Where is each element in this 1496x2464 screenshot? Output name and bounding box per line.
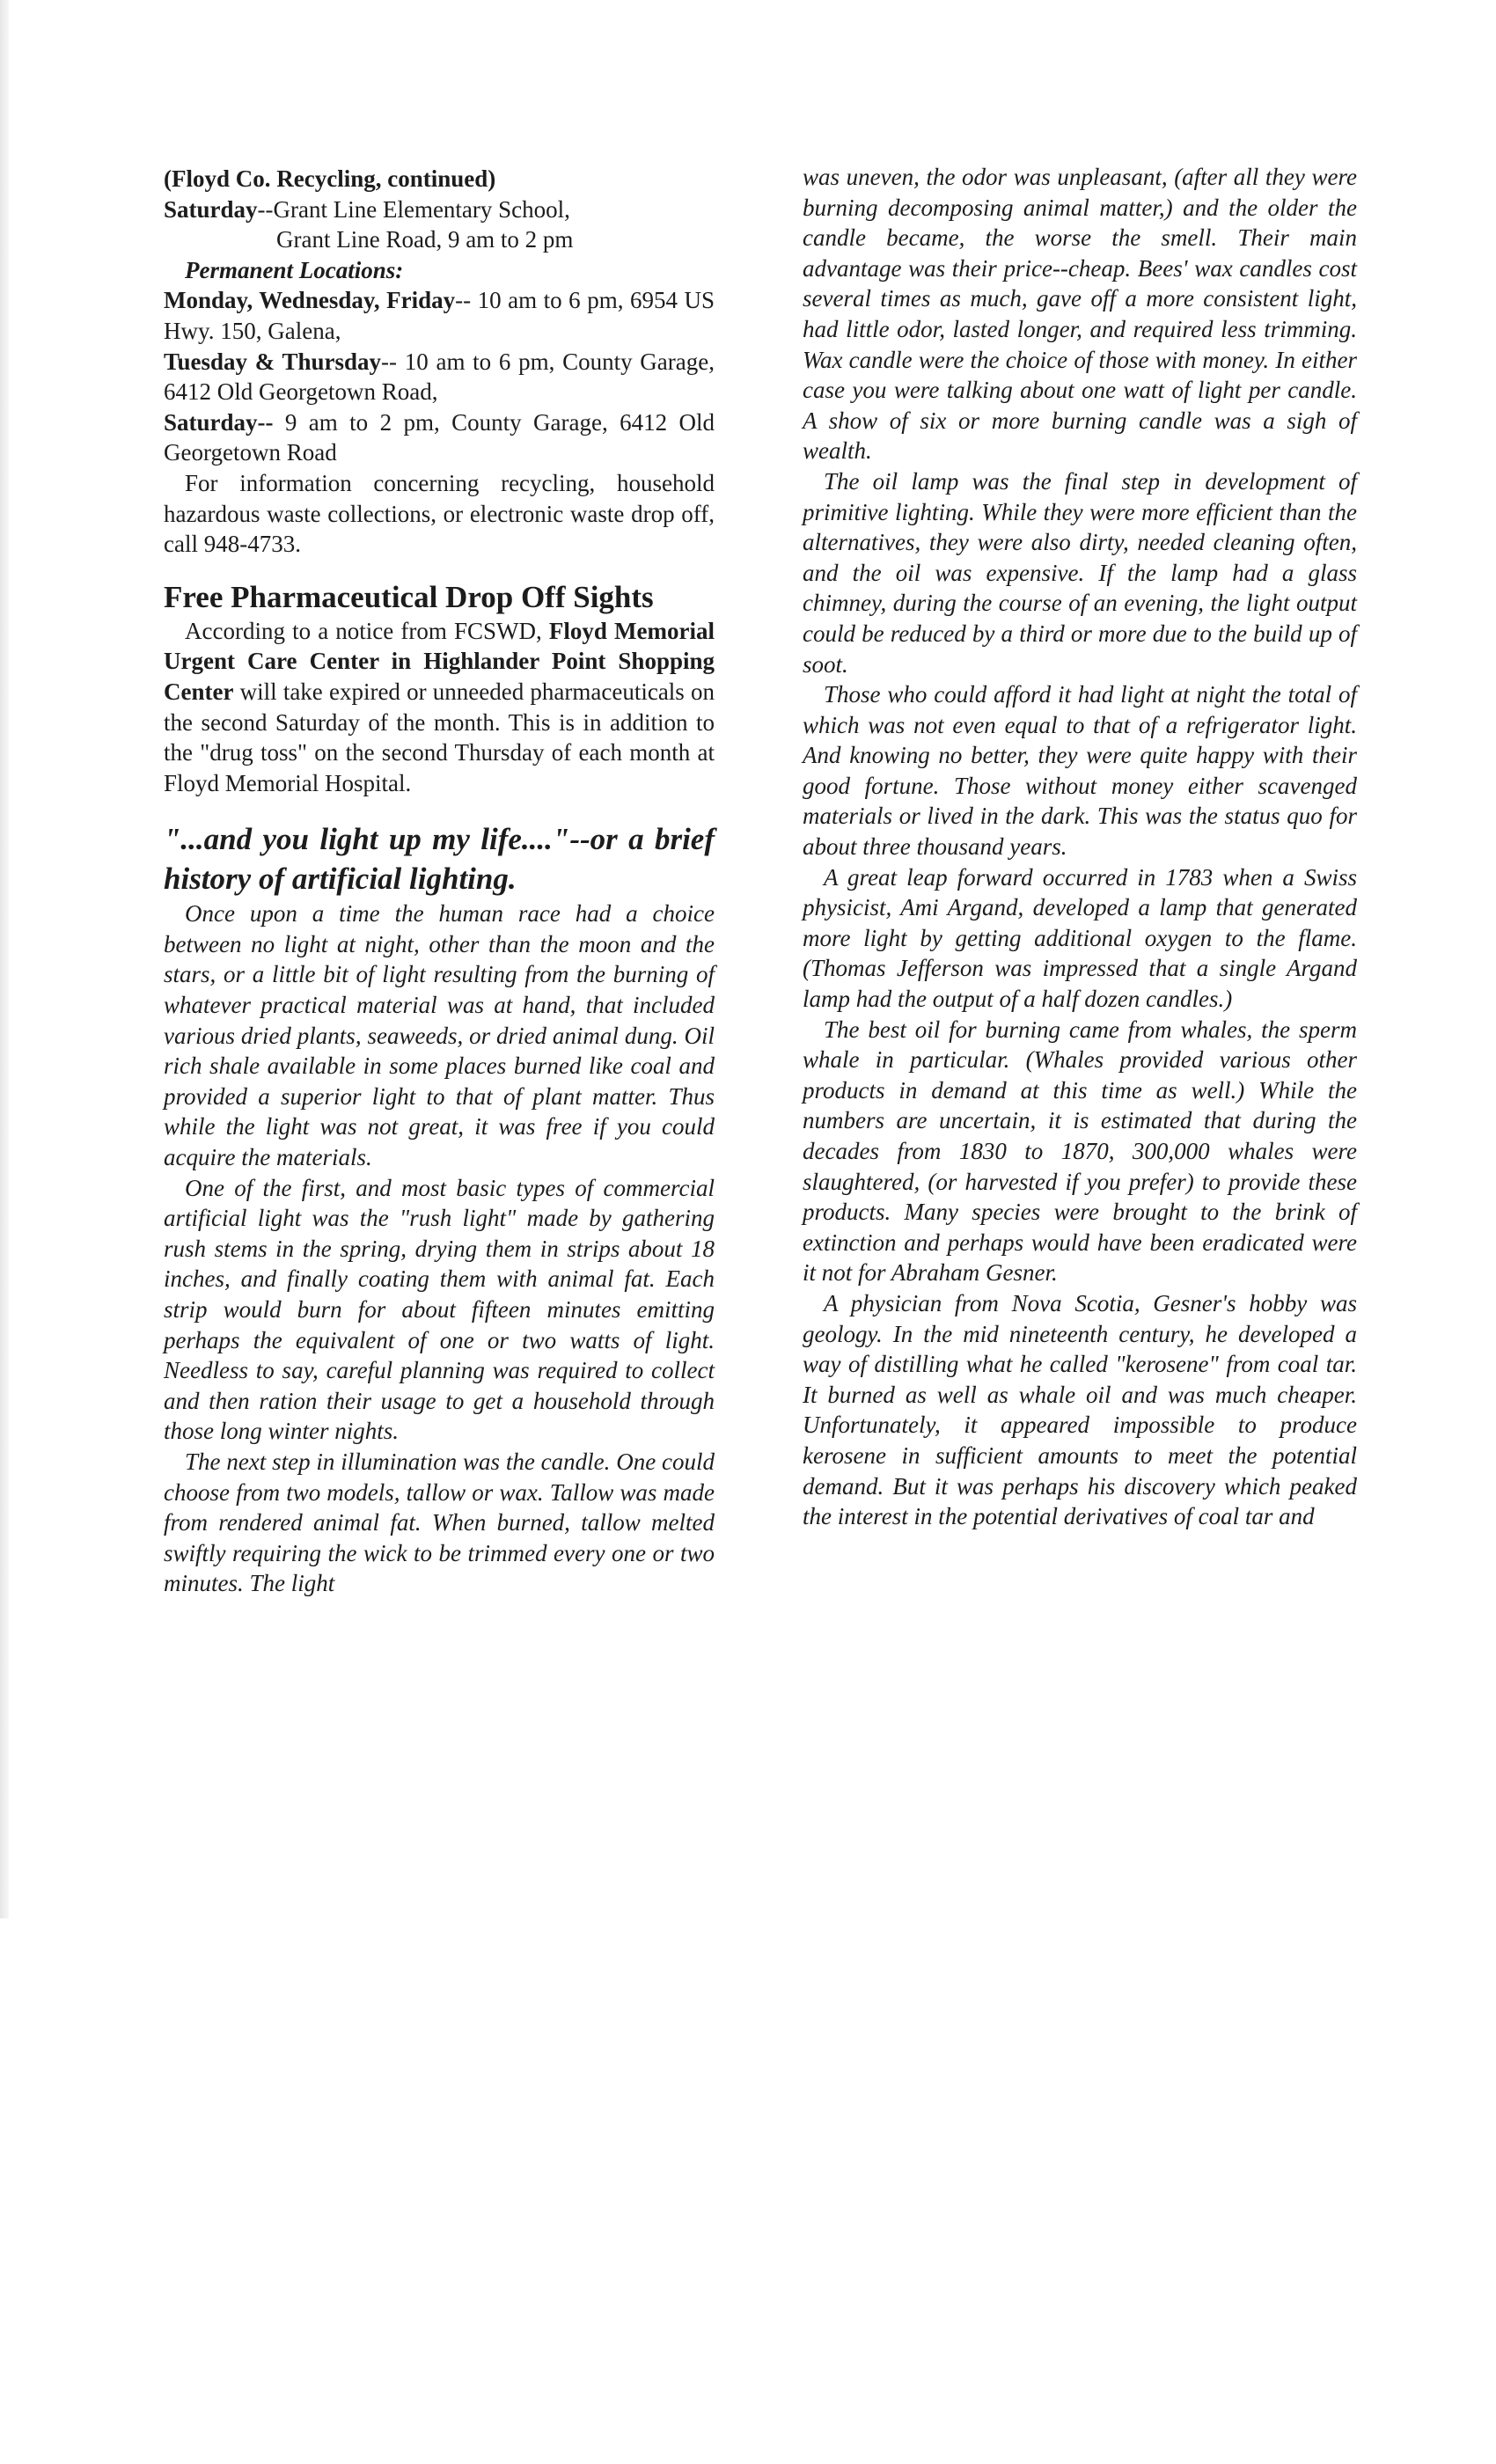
- tt-text: -- 10 am to 6 pm, County Garage, 6412 Old Georgetown Road,: [164, 348, 715, 406]
- article-paragraph: Once upon a time the human race had a choice between no light at night, other than the moon and the stars, or a little bit of light resulting from the burning of whatever practical material was at hand, that included various dried plants, seaweeds, or dried animal dung. Oil rich shale available in some places burned like coal and provided a superior light to that of plant matter. Thus while the light was not great, it was free if you could acquire the materials.: [164, 900, 715, 1171]
- sat2-text: 9 am to 2 pm, County Garage, 6412 Old Georgetown Road: [164, 408, 715, 466]
- recycling-info-text: For information concerning recycling, household hazardous waste collections, or electronic waste drop off, call 948-4733.: [164, 469, 715, 558]
- saturday-text-line2: Grant Line Road, 9 am to 2 pm: [276, 226, 574, 253]
- pharma-text: [164, 616, 715, 799]
- article-title: "...and you light up my life...."--or a brief history of artificial lighting.: [164, 822, 715, 897]
- recycling-saturday-line: [164, 194, 715, 225]
- left-column: [164, 164, 715, 1599]
- pharma-text-bold: Floyd Memorial Urgent Care Center in Highlander Point Shopping Center: [164, 617, 715, 705]
- pharma-text-1: According to a notice from FCSWD,: [185, 617, 549, 644]
- sat2-label: Saturday--: [164, 408, 274, 436]
- article-paragraph: The oil lamp was the final step in development of primitive lighting. While they were more efficient than the alternatives, they were also dirty, needed cleaning often, and the oil was expensive. If the lamp had a glass chimney, during the course of an evening, the light output could be reduced by a third or more due to the build up of soot.: [803, 467, 1357, 678]
- article-paragraph: A physician from Nova Scotia, Gesner's hobby was geology. In the mid nineteenth century, he developed a way of distilling what he called "kerosene" from coal tar. It burned as well as whale oil and was much cheaper. Unfortunately, it appeared impossible to produce kerosene in sufficient amounts to meet the potential demand. But it was perhaps his discovery which peaked the interest in the potential derivatives of coal tar and: [803, 1289, 1357, 1530]
- article-body-left: [164, 898, 715, 1599]
- saturday-label: Saturday: [164, 195, 258, 223]
- article-paragraph: A great leap forward occurred in 1783 when a Swiss physicist, Ami Argand, developed a lamp that generated more light by getting additional oxygen to the flame. (Thomas Jefferson was impressed that a single Argand lamp had the output of a half dozen candles.): [803, 863, 1357, 1013]
- tt-entry: [164, 347, 715, 407]
- sat2-entry: [164, 407, 715, 468]
- permanent-locations-heading: Permanent Locations:: [185, 256, 404, 283]
- article-paragraph: Those who could afford it had light at night the total of which was not even equal to that of a refrigerator light. And knowing no better, they were quite happy with their good fortune. Those without money either scavenged materials or lived in the dark. This was the status quo for about three thousand years.: [803, 681, 1357, 861]
- article-paragraph: The best oil for burning came from whales, the sperm whale in particular. (Whales provided various other products in demand at this time as well.) While the numbers are uncertain, it is estimated that during the decades from 1830 to 1870, 300,000 whales were slaughtered, (or harvested if you prefer) to provide these products. Many species were brought to the brink of extinction and perhaps would have been eradicated were it not for Abraham Gesner.: [803, 1016, 1357, 1287]
- right-column: [803, 162, 1357, 1532]
- pharma-text-2: will take expired or unneeded pharmaceuticals on the second Saturday of the month. This is in addition to the "drug toss" on the second Thursday of each month at Floyd Memorial Hospital.: [164, 678, 715, 796]
- recycling-heading: (Floyd Co. Recycling, continued): [164, 165, 496, 192]
- article-paragraph: One of the first, and most basic types of commercial artificial light was the "rush light" made by gathering rush stems in the spring, drying them in strips about 18 inches, and finally coating them with animal fat. Each strip would burn for about fifteen minutes emitting perhaps the equivalent of one or two watts of light. Needless to say, careful planning was required to collect and then ration their usage to get a household through those long winter nights.: [164, 1174, 715, 1445]
- tt-label: Tuesday & Thursday: [164, 348, 382, 375]
- mwf-entry: [164, 285, 715, 346]
- mwf-text: -- 10 am to 6 pm, 6954 US Hwy. 150, Galena,: [164, 287, 715, 344]
- mwf-label: Monday, Wednesday, Friday: [164, 287, 456, 314]
- pharma-title: Free Pharmaceutical Drop Off Sights: [164, 579, 654, 614]
- article-paragraph: The next step in illumination was the candle. One could choose from two models, tallow or wax. Tallow was made from rendered animal fat. When burned, tallow melted swiftly requiring the wick to be trimmed every one or two minutes. The light: [164, 1448, 715, 1597]
- article-paragraph: was uneven, the odor was unpleasant, (after all they were burning decomposing animal matter,) and the older the candle became, the worse the smell. Their main advantage was their price--cheap. Bees' wax candles cost several times as much, gave off a more consistent light, had little odor, lasted longer, and required less trimming. Wax candle were the choice of those with money. In either case you were talking about one watt of light per candle. A show of six or more burning candle was a sigh of wealth.: [803, 164, 1357, 465]
- saturday-text: --Grant Line Elementary School,: [257, 195, 570, 223]
- scan-page-edge: [0, 0, 9, 1918]
